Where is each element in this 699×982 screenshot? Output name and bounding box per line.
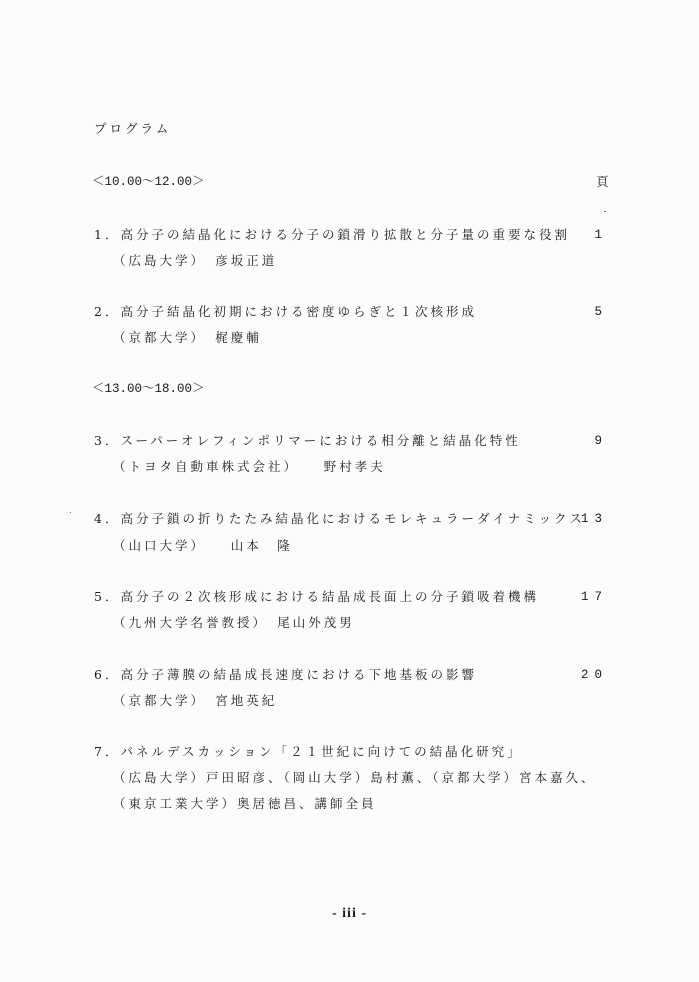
- program-item-title: 7．パネルデスカッション「２１世紀に向けての結晶化研究」: [94, 744, 523, 759]
- page-number-footer: - iii -: [332, 906, 367, 921]
- program-item-page: 5: [594, 305, 608, 319]
- program-title: プログラム: [94, 121, 172, 136]
- program-item-title: 1．高分子の結晶化における分子の鎖滑り拡散と分子量の重要な役割: [94, 227, 570, 242]
- program-item-page: 13: [580, 512, 608, 526]
- program-item-author: （九州大学名誉教授） 尾山外茂男: [113, 615, 355, 630]
- program-item-author: （京都大学） 宮地英紀: [113, 693, 278, 708]
- program-item-page: 20: [580, 668, 608, 682]
- program-item-page: 17: [580, 590, 608, 604]
- program-item-title: 3．スーパーオレフィンポリマーにおける相分離と結晶化特性: [94, 433, 521, 448]
- program-item-author: （広島大学）戸田昭彦、（岡山大学）島村薫、（京都大学）宮本嘉久、: [113, 770, 597, 785]
- program-item-author: （山口大学） 山本 隆: [113, 538, 293, 553]
- program-item-title: 2．高分子結晶化初期における密度ゆらぎと１次核形成: [94, 304, 477, 319]
- session-time-afternoon: ＜13.00～18.00＞: [92, 382, 205, 396]
- program-item-author: （京都大学） 梶慶輔: [113, 330, 262, 345]
- program-item-page: 1: [594, 228, 608, 242]
- program-item-author: （トヨタ自動車株式会社） 野村孝夫: [113, 459, 386, 474]
- program-item-page: 9: [594, 434, 608, 448]
- program-item-title: 6．高分子薄膜の結晶成長速度における下地基板の影響: [94, 667, 477, 682]
- scan-speck: [70, 512, 71, 513]
- session-time-morning: ＜10.00～12.00＞: [92, 175, 205, 189]
- program-item-title: 5．高分子の２次核形成における結晶成長面上の分子鎖吸着機構: [94, 589, 539, 604]
- page-column-header: 頁: [596, 174, 609, 189]
- program-item-author: （東京工業大学）奥居徳昌、講師全員: [113, 796, 377, 811]
- program-item-title: 4．高分子鎖の折りたたみ結晶化におけるモレキュラーダイナミックス: [94, 511, 585, 526]
- program-item-author: （広島大学） 彦坂正道: [113, 253, 278, 268]
- scan-speck: [604, 211, 606, 212]
